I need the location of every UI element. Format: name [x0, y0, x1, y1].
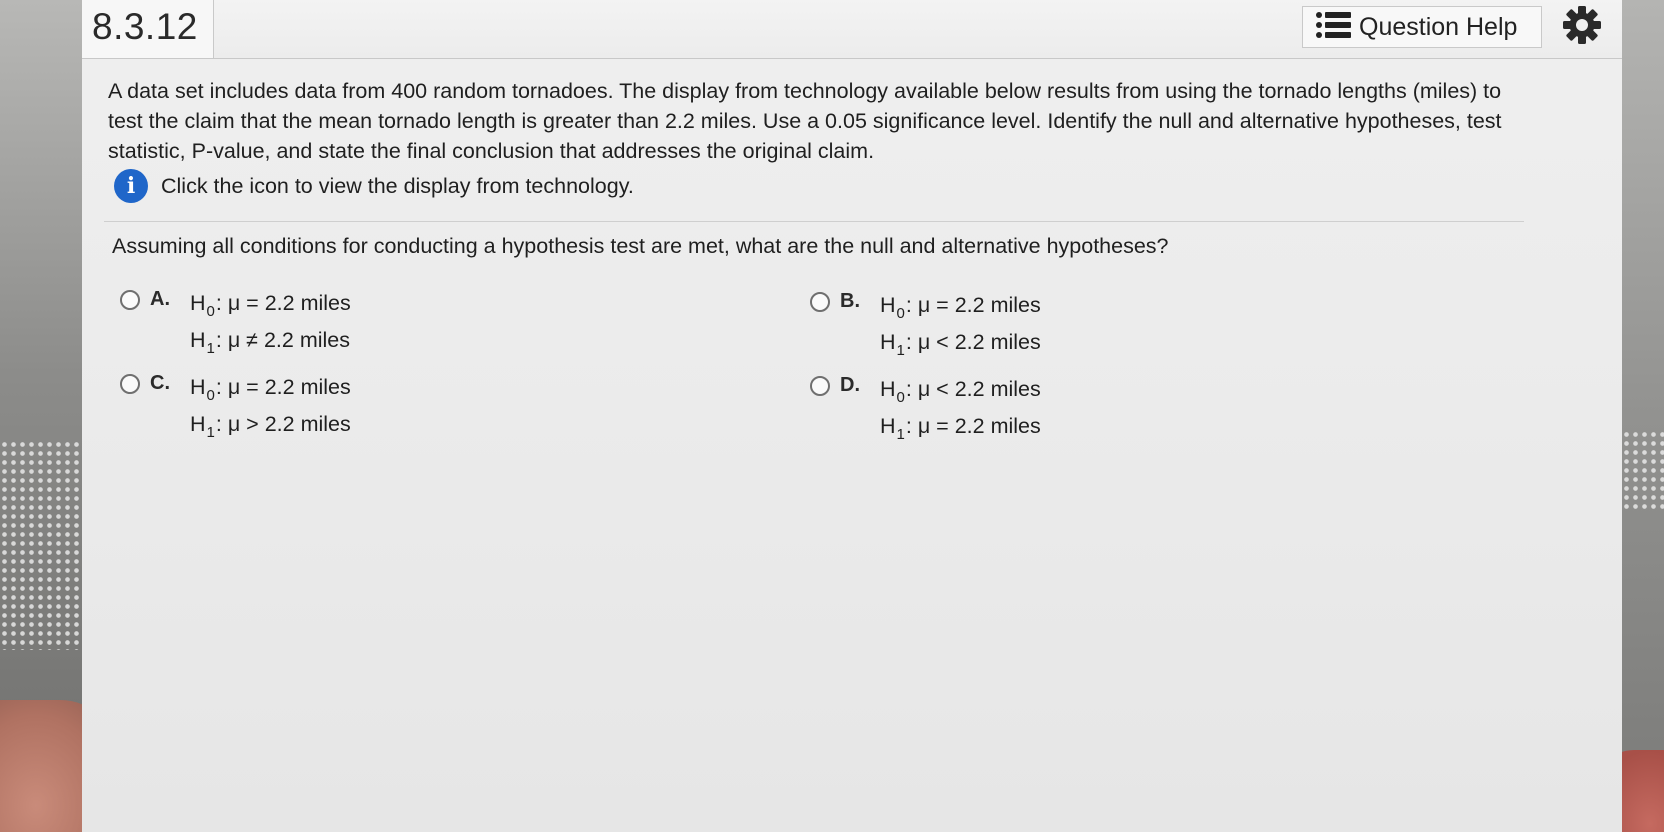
null-hypothesis: [190, 370, 351, 407]
h-label: H: [190, 375, 206, 399]
h-subscript: 0: [206, 303, 215, 320]
radio-button[interactable]: [120, 290, 140, 310]
null-hypothesis: [880, 288, 1041, 325]
option-letter: D.: [840, 374, 860, 396]
null-hypothesis: [880, 372, 1041, 409]
top-bar: [82, 0, 1622, 59]
screen: [82, 0, 1622, 832]
h-label: H: [190, 328, 206, 352]
h1-text: : μ > 2.2 miles: [215, 412, 351, 436]
h-subscript: 0: [206, 387, 215, 404]
null-hypothesis: [190, 286, 351, 323]
h-label: H: [880, 414, 896, 438]
gear-icon: [1562, 5, 1602, 50]
hypotheses: [190, 286, 351, 360]
h1-text: : μ = 2.2 miles: [905, 414, 1041, 438]
h1-text: : μ ≠ 2.2 miles: [215, 328, 350, 352]
option-c[interactable]: [120, 370, 351, 444]
h-subscript: 0: [896, 305, 905, 322]
option-letter: C.: [150, 372, 170, 394]
h0-text: : μ = 2.2 miles: [215, 291, 351, 315]
question-number: 8.3.12: [92, 6, 198, 47]
hypotheses: [880, 288, 1041, 362]
h-subscript: 0: [896, 389, 905, 406]
technology-display-text: Click the icon to view the display from technology.: [161, 173, 634, 198]
question-text: Assuming all conditions for conducting a hypothesis test are met, what are the null and alternative hypotheses?: [112, 234, 1169, 258]
question-help-label: Question Help: [1359, 12, 1518, 41]
question-number-box: [82, 0, 214, 58]
radio-button[interactable]: [810, 376, 830, 396]
h1-text: : μ < 2.2 miles: [905, 330, 1041, 354]
h-subscript: 1: [206, 424, 215, 441]
h0-text: : μ < 2.2 miles: [905, 377, 1041, 401]
option-letter: B.: [840, 290, 860, 312]
h-label: H: [880, 293, 896, 317]
problem-statement: A data set includes data from 400 random tornadoes. The display from technology available below results from using the tornado lengths (miles) to test the claim that the mean tornado length is greater than 2.2 miles. Use a 0.05 significance level. Identify the null and alternative hypotheses, test statistic, P-value, and state the final conclusion that addresses the original claim.: [108, 79, 1502, 163]
h0-text: : μ = 2.2 miles: [905, 293, 1041, 317]
option-d[interactable]: [810, 372, 1041, 446]
option-a[interactable]: [120, 286, 351, 360]
h-subscript: 1: [206, 340, 215, 357]
info-icon[interactable]: i: [114, 169, 148, 203]
technology-display-link[interactable]: [114, 169, 634, 203]
option-b[interactable]: [810, 288, 1041, 362]
h-label: H: [880, 330, 896, 354]
radio-button[interactable]: [120, 374, 140, 394]
h-label: H: [880, 377, 896, 401]
option-letter: A.: [150, 288, 170, 310]
h-label: H: [190, 412, 206, 436]
question-help-button[interactable]: [1302, 6, 1542, 48]
h-label: H: [190, 291, 206, 315]
radio-button[interactable]: [810, 292, 830, 312]
hypotheses: [880, 372, 1041, 446]
h-subscript: 1: [896, 342, 905, 359]
settings-button[interactable]: [1556, 3, 1608, 51]
h-subscript: 1: [896, 426, 905, 443]
hypotheses: [190, 370, 351, 444]
list-icon: [1315, 11, 1353, 44]
h0-text: : μ = 2.2 miles: [215, 375, 351, 399]
divider: [104, 221, 1524, 222]
